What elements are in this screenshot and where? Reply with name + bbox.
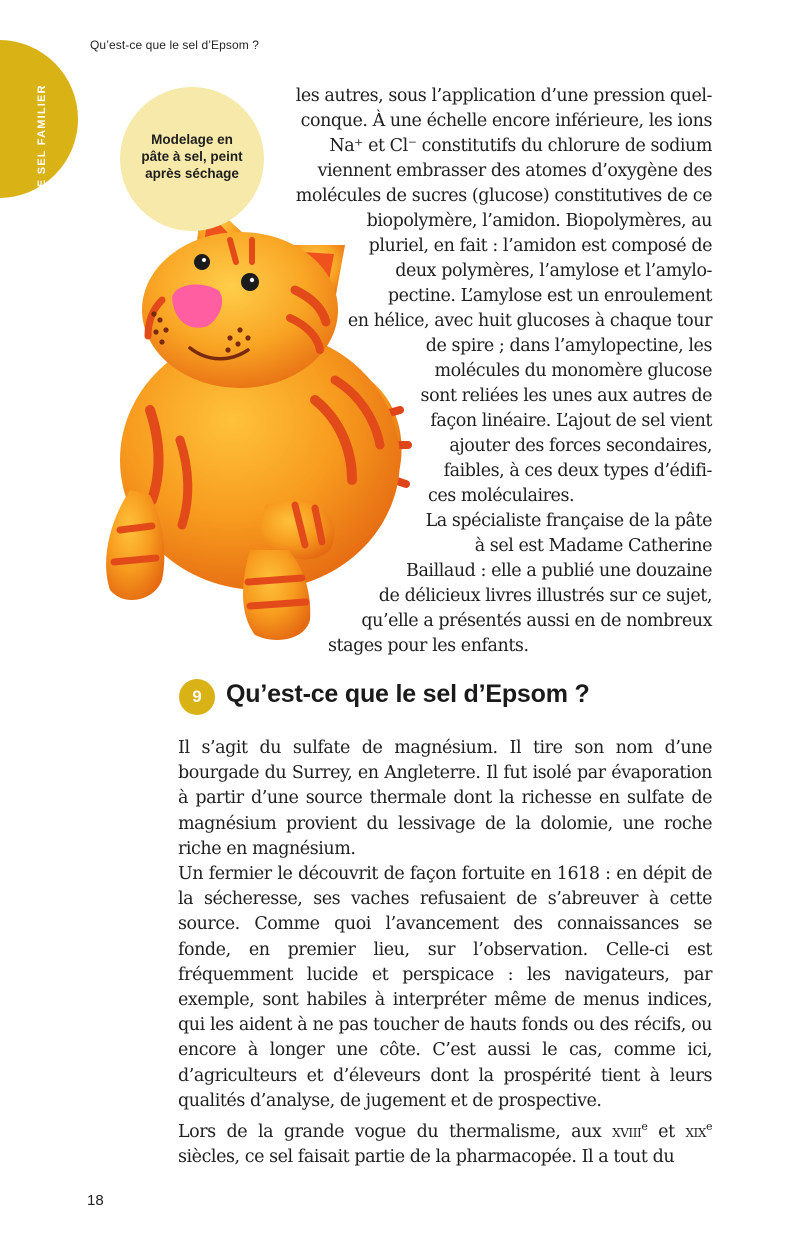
caption-bubble	[120, 87, 264, 231]
cat-eye-right	[241, 273, 259, 291]
paragraph-text: et	[647, 1121, 686, 1142]
cat-figurine-illustration	[90, 190, 420, 650]
text-line: viennent embrasser des atomes d’oxygène des	[317, 161, 712, 181]
text-line: conque. À une échelle encore inférieure, les ions	[300, 111, 712, 131]
figure-caption: Modelage en pâte à sel, peint après séchage	[141, 131, 243, 181]
text-line: de délicieux livres illustrés sur ce sujet,	[378, 586, 712, 606]
chapter-label: LE SEL FAMILIER	[36, 84, 48, 195]
text-line: Baillaud : elle a publié une douzaine	[406, 561, 712, 581]
section-number-badge: 9	[179, 679, 215, 715]
text-line: les autres, sous l’application d’une pression quel-	[295, 86, 712, 106]
text-line: façon linéaire. L’ajout de sel vient	[430, 411, 712, 431]
century-numeral: xviii	[612, 1121, 642, 1142]
text-line: ces moléculaires.	[428, 486, 575, 506]
body-text	[178, 736, 712, 1170]
paragraph: Un fermier le découvrit de façon fortuite en 1618 : en dépit de la sécheresse, ses vaches refusaient de s’abreuver à cette source. Comme quoi l’avancement des connaissances se fonde, en premier lieu, sur l’observation. Celle-ci est fréquemment lucide et perspicace : les navigateurs, par exemple, sont habiles à interpréter même de menus indices, qui les aident à ne pas toucher de hauts fonds ou des récifs, ou encore à longer une côte. C’est aussi le cas, comme ici, d’agriculteurs et d’éleveurs dont la prospérité tient à leurs qualités d’analyse, de jugement et de prospective.	[178, 864, 712, 1111]
text-line: Na⁺ et Cl⁻ constitutifs du chlorure de sodium	[329, 136, 712, 156]
paragraph-text: siècles, ce sel faisait partie de la pharmacopée. Il a tout du	[178, 1147, 675, 1168]
text-line: de spire ; dans l’amylopectine, les	[425, 336, 712, 356]
page-number: 18	[87, 1192, 104, 1209]
text-line: faibles, à ces deux types d’édifi-	[443, 461, 712, 481]
section-title: Qu’est-ce que le sel d’Epsom ?	[226, 680, 590, 708]
running-head: Qu’est-ce que le sel d’Epsom ?	[90, 38, 260, 52]
paragraph: Il s’agit du sulfate de magnésium. Il tire son nom d’une bourgade du Surrey, en Angleterre. Il fut isolé par évaporation à partir d’une source thermale dont la richesse en sulfate de magnésium provient du lessivage de la dolomie, une roche riche en magnésium.	[178, 738, 712, 859]
text-line: La spécialiste française de la pâte	[425, 511, 712, 531]
cat-head	[142, 232, 338, 388]
paragraph	[178, 1114, 712, 1170]
text-line: deux polymères, l’amylose et l’amylo-	[395, 261, 712, 281]
text-line: pectine. L’amylose est un enroulement	[387, 286, 712, 306]
text-line: biopolymère, l’amidon. Biopolymères, au	[366, 211, 712, 231]
text-line: qu’elle a présentés aussi en de nombreux	[361, 611, 712, 631]
ordinal-suffix: e	[705, 1120, 712, 1134]
paragraph-text: Lors de la grande vogue du thermalisme, aux	[178, 1121, 613, 1142]
text-line: molécules du monomère glucose	[434, 361, 712, 381]
cat-eye-left	[194, 254, 210, 270]
text-line: ajouter des forces secondaires,	[449, 436, 712, 456]
text-line: molécules de sucres (glucose) constitutives de ce	[295, 186, 712, 206]
text-line: pluriel, en fait : l’amidon est composé de	[368, 236, 712, 256]
text-line: stages pour les enfants.	[328, 636, 529, 656]
text-line: en hélice, avec huit glucoses à chaque tour	[347, 311, 712, 331]
century-numeral: xix	[685, 1121, 706, 1142]
text-line: à sel est Madame Catherine	[474, 536, 712, 556]
ordinal-suffix: e	[641, 1120, 648, 1134]
text-line: sont reliées les unes aux autres de	[420, 386, 712, 406]
